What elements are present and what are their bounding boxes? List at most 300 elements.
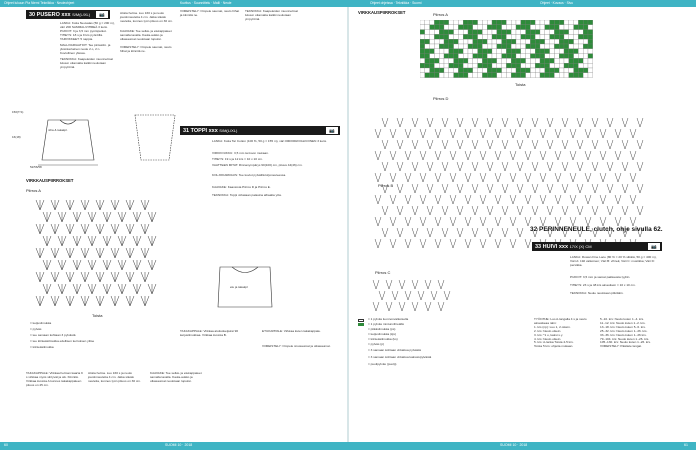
v-stitch [495,217,501,226]
chart-cell [449,54,454,59]
chart-cell [425,68,430,73]
chart-cell [554,58,559,63]
chart-cell [564,44,569,49]
chart-cell [540,63,545,68]
chart-cell [463,58,468,63]
chart-cell [506,25,511,30]
chart-cell [550,44,555,49]
fan-stitch [73,212,81,222]
chart-cell [526,49,531,54]
chart-cell [444,58,449,63]
chart-cell [439,25,444,30]
chart-cell [449,25,454,30]
v-stitch [577,206,583,215]
v-stitch [450,151,456,160]
chart-cell [482,25,487,30]
chart-cell [478,34,483,39]
chart-cell [588,39,593,44]
legend-item: = kiinteäsilmukka [30,344,54,349]
chart-cell [506,63,511,68]
v-stitch [532,140,538,149]
v-stitch [517,162,523,171]
chart-cell [430,44,435,49]
chart-cell [578,39,583,44]
fan-stitch [111,272,119,282]
chart-cell [526,25,531,30]
chart-cell [540,39,545,44]
chart-cell [439,44,444,49]
measure-1: 150(T.S) [12,110,24,114]
fan-stitch [103,212,111,222]
chart-cell [482,34,487,39]
v-stitch [480,129,486,138]
chart-cell [458,58,463,63]
pattern31-para1: LANKA: Kotia Tar Cotton (100 %, 50 g = 155 m), väri 000/0002/VALKOINEN 3 kerä. [212,139,327,143]
crochet-diagram-c [368,276,458,316]
chart-cell [540,54,545,59]
pattern31-front: TAKAKAPPALE: Virkkaa aloitusketjuksi 90 ketjusilmukkaa. Virkkaa kuviota B. [180,329,239,337]
v-stitch [487,206,493,215]
chart-cell [574,68,579,73]
chart-cell [550,58,555,63]
body-label: etu ja takakpl [230,285,248,289]
fan-stitch [43,212,51,222]
chart-cell [574,49,579,54]
chart-cell [545,58,550,63]
pattern30-para1: LANKA: Kotia Neuvalas (50 g = 200 m), väri 200 SAMMAL/VIHREÄ 3 kerä. PUIKOT: 3 ja 3,5 mm pyöröpuikot. TIHEYS: 18 s ja 9 krs pyöröillä. TARVIKKEET: 5 nappia. [60,21,115,41]
chart-cell [473,20,478,25]
chart-cell [583,54,588,59]
chart-cell [530,54,535,59]
chart-cell [574,20,579,25]
v-stitch [472,184,478,193]
chart-cell [559,58,564,63]
chart-cell [511,20,516,25]
chart-cell [559,49,564,54]
chart-cell [569,39,574,44]
pattern31-para5: KOLJOKARRAUS: Tee kuviot pylväillä kirjoneuleessa. [212,173,287,177]
v-stitch [570,195,576,204]
v-stitch [622,140,628,149]
v-stitch [442,118,448,127]
v-stitch [577,140,583,149]
chart-cell [482,63,487,68]
chart-cell [526,73,531,78]
v-stitch [540,217,546,226]
v-stitch [435,151,441,160]
fan-stitch [36,272,44,282]
v-stitch [525,173,531,182]
fan-stitch [133,236,141,246]
chart-cell [420,25,425,30]
v-stitch [600,217,606,226]
v-stitch [525,217,531,226]
v-stitch [562,206,568,215]
v-stitch [592,184,598,193]
chart-cell [574,58,579,63]
fan-stitch [103,260,111,270]
v-stitch [615,129,621,138]
chart-cell [550,34,555,39]
chart-cell [444,63,449,68]
chart-cell [535,39,540,44]
chart-cell [497,63,502,68]
chart-cell [569,63,574,68]
v-stitch [495,129,501,138]
chart-cell [535,68,540,73]
chart-cell [588,30,593,35]
right-pirros-c: Piirros C [375,270,391,275]
chart-cell [425,25,430,30]
pattern30-para3: TEKNIIKKA: Kaapeleiden muunnelmat lukuun ottamatta kaikki neulotaan ympyröinä. [60,57,113,69]
v-stitch [465,239,471,248]
chart-cell [554,39,559,44]
chart-cell [458,30,463,35]
chart-cell [420,63,425,68]
chart-cell [454,73,459,78]
v-stitch [457,228,463,237]
v-stitch [555,173,561,182]
chart-cell [550,63,555,68]
step-line: 25.-32. krs: Neulo kuten 1.-26. krs. [600,328,648,333]
chart-cell [506,68,511,73]
left-diagram-section: VIRKKAUSPIIRROKSET [26,178,74,183]
v-stitch [397,228,403,237]
legend-text: = 1 pylväs mintunvihreällä [368,321,404,326]
chart-cell [530,49,535,54]
chart-cell [521,39,526,44]
chart-cell [449,34,454,39]
chart-cell [559,63,564,68]
v-stitch [502,206,508,215]
v-stitch [615,173,621,182]
bottom-text-left: SUOMI 10 · 2018 [165,443,193,447]
legend-left [30,322,170,350]
v-stitch [435,239,441,248]
v-stitch [397,206,403,215]
legend-item: = pitkäsilmukka (ps) [368,326,396,331]
fan-stitch [66,296,74,306]
chart-cell [583,68,588,73]
chart-cell [425,54,430,59]
chart-cell [449,39,454,44]
fan-stitch [81,200,89,210]
v-stitch [487,184,493,193]
v-stitch [502,184,508,193]
chart-cell [540,25,545,30]
chart-cell [554,49,559,54]
step-line: 105.-130. krs: Neulo kuten 1.-26. krs. [600,340,651,345]
v-stitch [457,140,463,149]
fan-stitch [118,284,126,294]
fan-stitch [51,200,59,210]
v-stitch [382,206,388,215]
v-stitch [585,173,591,182]
chart-cell [439,30,444,35]
chart-cell [497,25,502,30]
fan-stitch [66,224,74,234]
chart-cell [439,34,444,39]
chart-cell [574,30,579,35]
chart-cell [545,30,550,35]
v-stitch [547,118,553,127]
chart-cell [564,63,569,68]
fan-stitch [81,248,89,258]
chart-cell [506,49,511,54]
step-line: 4. krs: Neulo oikein. [534,336,562,341]
chart-cell [569,54,574,59]
pattern33-sizes: 17/X (X) CM [569,244,592,249]
v-stitch [630,217,636,226]
chart-cell [487,63,492,68]
v-stitch [607,162,613,171]
v-stitch [562,140,568,149]
chart-cell [521,68,526,73]
v-stitch [450,239,456,248]
v-stitch [547,206,553,215]
legend-green-swatch [358,323,364,326]
v-stitch [487,228,493,237]
fan-stitch [111,248,119,258]
chart-cell [511,73,516,78]
v-stitch [472,206,478,215]
chart-cell [454,39,459,44]
v-stitch [382,140,388,149]
v-stitch [435,173,441,182]
chart-cell [578,25,583,30]
chart-cell [425,30,430,35]
fan-stitch [51,272,59,282]
bottom-text-right: SUOMI 10 · 2018 [500,443,528,447]
v-stitch [450,173,456,182]
chart-cell [578,58,583,63]
v-stitch [555,129,561,138]
chart-cell [487,25,492,30]
v-stitch [465,129,471,138]
chart-cell [588,73,593,78]
chart-cell [454,68,459,73]
chart-cell [516,58,521,63]
chart-cell [521,54,526,59]
fan-stitch [88,260,96,270]
chart-cell [425,39,430,44]
v-stitch [615,217,621,226]
chart-cell [545,63,550,68]
chart-cell [502,54,507,59]
chart-cell [540,34,545,39]
v-stitch [525,129,531,138]
chart-cell [569,58,574,63]
v-stitch [386,302,392,311]
v-stitch [399,280,405,289]
chart-cell [564,30,569,35]
v-stitch [502,162,508,171]
camera-icon: 📷 [96,11,108,18]
right-section: VIRKKAUSPIIRROKSET [358,10,406,15]
legend-right [358,318,538,367]
chart-cell [521,30,526,35]
fan-stitch [141,248,149,258]
chart-cell [482,73,487,78]
v-stitch [438,280,444,289]
v-stitch [444,291,450,300]
chart-cell [434,20,439,25]
chart-cell [430,63,435,68]
v-stitch [405,195,411,204]
v-stitch [420,239,426,248]
fan-stitch [51,296,59,306]
fan-stitch [126,248,134,258]
v-stitch [382,118,388,127]
chart-cell [492,68,497,73]
sleeve-schematic [125,110,185,170]
v-stitch [562,162,568,171]
pattern30-para5: KAAVAKE: Tee selkä- ja etukappaleet samalla tavalla. Kaula-aukko ja olkasaumat neulotaan lopuksi. [120,29,172,41]
v-stitch [517,206,523,215]
step-line: 5. krs: A-lanka Toista 4-5 krs. [534,340,574,345]
chart-cell [454,34,459,39]
chart-cell [511,49,516,54]
step-line: 33.-36. krs: Neulo kuten 1.-26 krs. [600,332,647,337]
chart-cell [492,44,497,49]
pattern33-header [532,242,662,251]
chart-cell [468,20,473,25]
chart-cell [497,68,502,73]
chart-cell [516,44,521,49]
chart-cell [521,58,526,63]
chart-cell [430,20,435,25]
chart-cell [492,54,497,59]
chart-cell [502,30,507,35]
chart-cell [530,20,535,25]
v-stitch [517,228,523,237]
p30-cont: VIIMEISTELY: Ompele saumat, neulo hihat ja kiinnitä ne. [180,9,240,17]
chart-cell [434,63,439,68]
chart-cell [468,49,473,54]
legend-item: = 3 samaan kohtaan virkattua pylvästä [368,348,421,353]
chart-cell [439,58,444,63]
chart-cell [502,44,507,49]
pattern31-title: 31 TOPPI xxx [183,128,218,134]
chart-cell [458,54,463,59]
chart-cell [425,49,430,54]
chart-cell [569,49,574,54]
chart-cell [434,68,439,73]
chart-cell [554,30,559,35]
v-stitch [427,184,433,193]
v-stitch [412,302,418,311]
chart-cell [516,49,521,54]
chart-cell [434,25,439,30]
v-stitch [420,151,426,160]
fan-stitch [43,284,51,294]
pattern33-title: 33 HUIVI xxx [535,244,569,250]
v-stitch [373,302,379,311]
chart-cell [559,20,564,25]
chart-cell [545,34,550,39]
chart-cell [430,30,435,35]
chart-cell [430,54,435,59]
chart-cell [458,73,463,78]
v-stitch [615,151,621,160]
pattern30-instructions-2: Aloita helma. Luo 160 s ja neulo joustinneuletta 4 cm. Jatka sileää neuletta, kunnes työn pituus on 30 cm. [88,371,141,383]
chart-cell [497,49,502,54]
fan-stitch [111,224,119,234]
chart-cell [487,34,492,39]
chart-cell [458,39,463,44]
v-stitch [592,162,598,171]
v-stitch [457,206,463,215]
chart-cell [454,54,459,59]
p30-cont-2: TEKNIIKKA: Kaapeleiden muunnelmat lukuun ottamatta kaikki neulotaan ympyröinä. [245,9,298,21]
chart-cell [583,44,588,49]
v-stitch [412,184,418,193]
v-stitch [502,140,508,149]
v-stitch [457,184,463,193]
chart-cell [497,54,502,59]
legend-item: = tee samaan kohtaan 3 pylvästä [30,332,76,337]
chart-cell [468,39,473,44]
v-stitch [480,173,486,182]
chart-cell [478,39,483,44]
chart-cell [439,73,444,78]
legend-item: = kiinteäsilmukka (ks) [368,336,398,341]
fan-stitch [66,200,74,210]
chart-cell [583,20,588,25]
chart-cell [569,34,574,39]
chart-cell [502,58,507,63]
chart-cell [574,73,579,78]
fan-stitch [103,236,111,246]
chart-cell [574,44,579,49]
v-stitch [375,195,381,204]
v-stitch [472,162,478,171]
chart-cell [559,39,564,44]
fan-stitch [133,284,141,294]
chart-cell [430,49,435,54]
chart-cell [564,58,569,63]
pattern31-para7: TEKNIIKKA: Toppi virkataan palasina alhaalta ylös. [212,193,282,197]
pattern33-para2: PUIKOT: 3,5 mm ja samat pakkausta tyyliin. [570,275,631,279]
fan-stitch [36,224,44,234]
v-stitch [435,217,441,226]
legend-item: = 3 samaan kohtaan virkattua kaksoispylvästä [368,355,432,360]
chart-cell [554,63,559,68]
chart-cell [564,54,569,59]
chart-cell [449,49,454,54]
chart-cell [559,34,564,39]
legend-item: = ketjusilmukka (kjs) [368,331,396,336]
chart-cell [492,63,497,68]
chart-cell [502,73,507,78]
v-stitch [420,217,426,226]
chart-cell [497,34,502,39]
chart-cell [506,54,511,59]
chart-cell [583,25,588,30]
v-stitch [397,140,403,149]
legend-item: = pylväs (p) [368,341,385,346]
fan-stitch [148,236,156,246]
v-stitch [525,151,531,160]
chart-cell [478,49,483,54]
chart-cell [430,73,435,78]
chart-cell [420,34,425,39]
chart-cell [516,30,521,35]
chart-cell [545,44,550,49]
measure-3: 52/56/58 [30,165,42,169]
page-number-right: 61 [684,443,688,447]
chart-cell [425,63,430,68]
